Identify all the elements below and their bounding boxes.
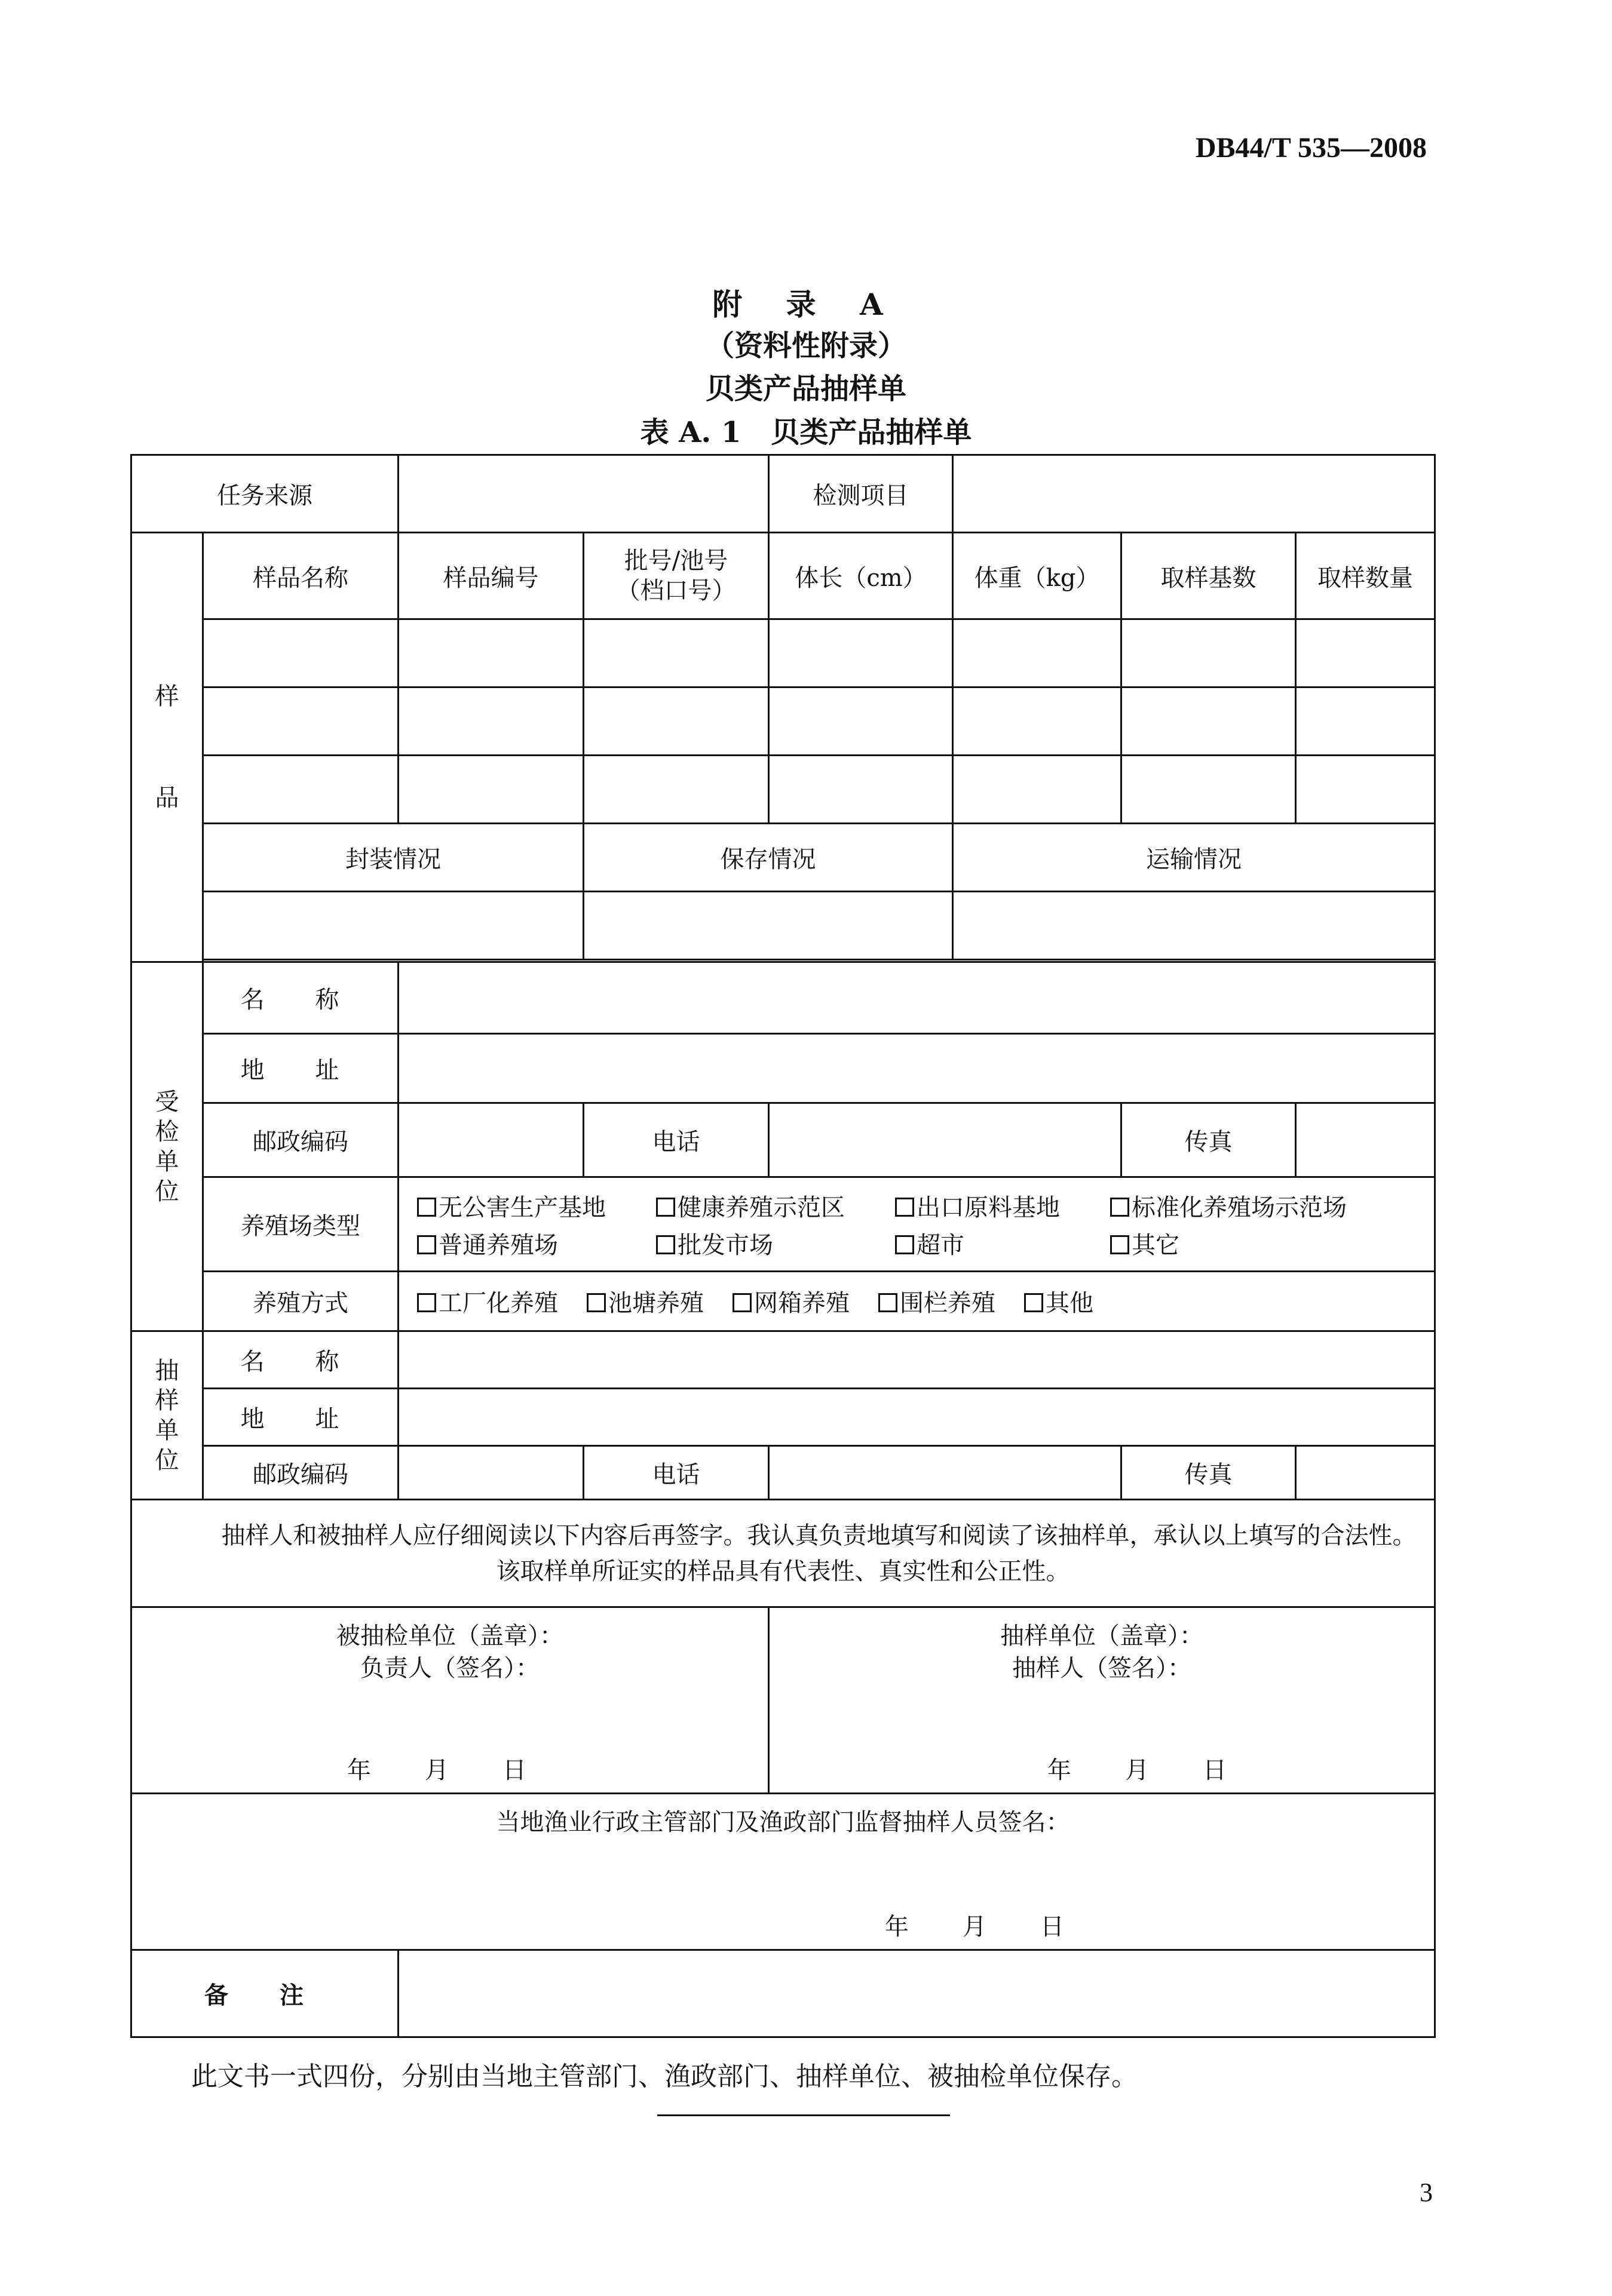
sampling-address-field[interactable] (399, 1389, 1435, 1446)
col-body-length: 体长（cm） (769, 533, 953, 619)
supervisor-signature[interactable] (131, 1794, 1435, 1950)
table-cell[interactable] (1296, 756, 1435, 824)
sample-group-char-1: 样 (155, 683, 179, 710)
date-month: 月 (425, 1757, 449, 1784)
table-row (131, 619, 1435, 687)
inspected-seal-label: 被抽检单位（盖章）： (336, 1622, 563, 1650)
inspected-unit-char-2: 检 (155, 1118, 179, 1146)
date-year: 年 (347, 1757, 371, 1784)
sampler-person-label: 抽样人（签名）： (1012, 1655, 1192, 1682)
table-cell[interactable] (769, 619, 953, 687)
farming-method-option[interactable]: 网箱养殖 (733, 1284, 850, 1318)
sampling-unit-char-3: 单 (155, 1416, 179, 1444)
appendix-title: 附 录 A (712, 287, 900, 322)
col-sampling-quantity: 取样数量 (1296, 533, 1435, 619)
task-source-field[interactable] (399, 455, 769, 533)
table-cell[interactable] (1121, 756, 1296, 824)
checkbox-icon[interactable] (417, 1198, 436, 1217)
table-number: 表 A. 1 (640, 416, 741, 449)
standard-code: DB44/T 535—2008 (1195, 132, 1427, 164)
farm-type-option[interactable]: 出口原料基地 (895, 1189, 1110, 1223)
packaging-field[interactable] (203, 892, 584, 960)
table-cell[interactable] (953, 687, 1121, 756)
col-batch-number-line2: （档口号） (616, 577, 736, 604)
inspected-sign-date (347, 1751, 580, 1785)
date-year: 年 (885, 1913, 909, 1941)
sampling-postcode-field[interactable] (399, 1446, 584, 1500)
inspected-address-label: 地 址 (203, 1034, 399, 1103)
table-cell[interactable] (203, 756, 399, 824)
sampling-unit-label (131, 1331, 203, 1500)
sampler-seal-label: 抽样单位（盖章）： (1000, 1622, 1204, 1650)
supervisor-sign-date (885, 1908, 1118, 1942)
date-day: 日 (1040, 1913, 1064, 1941)
table-cell[interactable] (953, 619, 1121, 687)
inspected-postcode-label: 邮政编码 (203, 1103, 399, 1177)
inspected-phone-label: 电话 (584, 1103, 769, 1177)
checkbox-icon[interactable] (895, 1198, 914, 1217)
farm-type-option[interactable]: 普通养殖场 (417, 1226, 656, 1260)
test-item-label: 检测项目 (769, 455, 953, 533)
sampling-unit-char-2: 样 (155, 1386, 179, 1414)
sampler-signature[interactable] (769, 1607, 1435, 1794)
sampling-postcode-label: 邮政编码 (203, 1446, 399, 1500)
table-cell[interactable] (399, 687, 584, 756)
inspected-fax-label: 传真 (1121, 1103, 1296, 1177)
col-batch-number (584, 533, 769, 619)
inspected-fax-field[interactable] (1296, 1103, 1435, 1177)
checkbox-icon[interactable] (878, 1293, 897, 1312)
farm-type-options (399, 1177, 1435, 1272)
remarks-field[interactable] (399, 1950, 1435, 2037)
sample-group-char-2: 品 (155, 784, 179, 812)
transport-label: 运输情况 (953, 824, 1435, 892)
checkbox-icon[interactable] (656, 1235, 675, 1254)
farm-type-option[interactable]: 超市 (895, 1226, 1110, 1260)
farm-type-option[interactable]: 批发市场 (656, 1226, 895, 1260)
checkbox-icon[interactable] (417, 1235, 436, 1254)
farming-method-option[interactable]: 池塘养殖 (587, 1284, 704, 1318)
table-cell[interactable] (1296, 687, 1435, 756)
inspected-unit-char-3: 单 (155, 1147, 179, 1175)
farming-method-option[interactable]: 工厂化养殖 (417, 1284, 558, 1318)
table-cell[interactable] (1121, 619, 1296, 687)
inspected-unit-char-4: 位 (155, 1177, 179, 1205)
table-cell[interactable] (953, 756, 1121, 824)
checkbox-icon[interactable] (1110, 1198, 1129, 1217)
sampling-name-field[interactable] (399, 1331, 1435, 1389)
date-day: 日 (1203, 1757, 1227, 1784)
inspected-name-label: 名 称 (203, 962, 399, 1034)
farm-type-label: 养殖场类型 (203, 1177, 399, 1272)
inspected-responsible-label: 负责人（签名）： (360, 1655, 540, 1682)
copies-note: 此文书一式四份，分别由当地主管部门、渔政部门、抽样单位、被抽检单位保存。 (191, 2061, 1138, 2092)
inspected-phone-field[interactable] (769, 1103, 1121, 1177)
checkbox-icon[interactable] (656, 1198, 675, 1217)
col-sample-number: 样品编号 (399, 533, 584, 619)
storage-field[interactable] (584, 892, 953, 960)
farming-method-option[interactable]: 围栏养殖 (878, 1284, 995, 1318)
col-sample-name: 样品名称 (203, 533, 399, 619)
checkbox-icon[interactable] (895, 1235, 914, 1254)
sampling-unit-char-1: 抽 (155, 1356, 179, 1385)
sampler-sign-date (1047, 1751, 1280, 1785)
table-cell[interactable] (203, 687, 399, 756)
farming-method-options (399, 1272, 1435, 1331)
inspected-unit-char-1: 受 (155, 1088, 179, 1116)
inspected-address-field[interactable] (399, 1034, 1435, 1103)
table-title: 贝类产品抽样单 (771, 416, 972, 449)
table-row (131, 756, 1435, 824)
inspected-postcode-field[interactable] (399, 1103, 584, 1177)
packaging-label: 封装情况 (203, 824, 584, 892)
date-day: 日 (502, 1757, 526, 1784)
inspected-unit-label (131, 962, 203, 1331)
date-year: 年 (1047, 1757, 1071, 1784)
checkbox-icon[interactable] (1024, 1293, 1043, 1312)
table-cell[interactable] (584, 619, 769, 687)
date-month: 月 (963, 1913, 986, 1941)
col-sampling-base: 取样基数 (1121, 533, 1296, 619)
table-cell[interactable] (1121, 687, 1296, 756)
inspected-unit-signature[interactable] (131, 1607, 769, 1794)
sample-group-label (131, 533, 203, 962)
declaration-text: 抽样人和被抽样人应仔细阅读以下内容后再签字。我认真负责地填写和阅读了该抽样单，承认以上填写的合法性。该取样单所证实的样品具有代表性、真实性和公正性。 (131, 1500, 1435, 1607)
farm-type-option[interactable]: 标准化养殖场示范场 (1110, 1189, 1385, 1223)
table-cell[interactable] (1296, 619, 1435, 687)
sampling-unit-char-4: 位 (155, 1446, 179, 1474)
footer-divider (657, 2114, 950, 2116)
farm-type-option[interactable]: 其它 (1110, 1226, 1385, 1260)
page-number: 3 (1420, 2178, 1433, 2207)
supervisor-sign-label: 当地渔业行政主管部门及渔政部门监督抽样人员签名： (496, 1809, 1070, 1836)
sampling-fax-field[interactable] (1296, 1446, 1435, 1500)
table-cell[interactable] (584, 687, 769, 756)
date-month: 月 (1125, 1757, 1149, 1784)
table-cell[interactable] (769, 687, 953, 756)
farming-method-label: 养殖方式 (203, 1272, 399, 1331)
table-caption (0, 409, 1612, 450)
checkbox-icon[interactable] (587, 1293, 606, 1312)
table-row (131, 687, 1435, 756)
sampling-name-label: 名 称 (203, 1331, 399, 1389)
table-cell[interactable] (399, 756, 584, 824)
storage-label: 保存情况 (584, 824, 953, 892)
task-source-label: 任务来源 (131, 455, 399, 533)
test-item-field[interactable] (953, 455, 1435, 533)
sampling-address-label: 地 址 (203, 1389, 399, 1446)
transport-field[interactable] (953, 892, 1435, 960)
farming-method-option[interactable]: 其他 (1024, 1284, 1093, 1318)
appendix-type: （资料性附录） (705, 329, 906, 363)
form-title: 贝类产品抽样单 (705, 372, 906, 406)
checkbox-icon[interactable] (417, 1293, 436, 1312)
sampling-fax-label: 传真 (1121, 1446, 1296, 1500)
farm-type-option[interactable]: 健康养殖示范区 (656, 1189, 895, 1223)
table-cell[interactable] (399, 619, 584, 687)
table-cell[interactable] (203, 619, 399, 687)
col-batch-number-line1: 批号/池号 (624, 547, 728, 575)
remarks-label: 备 注 (131, 1950, 399, 2037)
sampling-form-table (130, 454, 1436, 2038)
farm-type-option[interactable]: 无公害生产基地 (417, 1189, 656, 1223)
checkbox-icon[interactable] (1110, 1235, 1129, 1254)
checkbox-icon[interactable] (733, 1293, 752, 1312)
inspected-name-field[interactable] (399, 962, 1435, 1034)
sampling-phone-label: 电话 (584, 1446, 769, 1500)
col-body-weight: 体重（kg） (953, 533, 1121, 619)
sampling-phone-field[interactable] (769, 1446, 1121, 1500)
table-cell[interactable] (769, 756, 953, 824)
table-cell[interactable] (584, 756, 769, 824)
